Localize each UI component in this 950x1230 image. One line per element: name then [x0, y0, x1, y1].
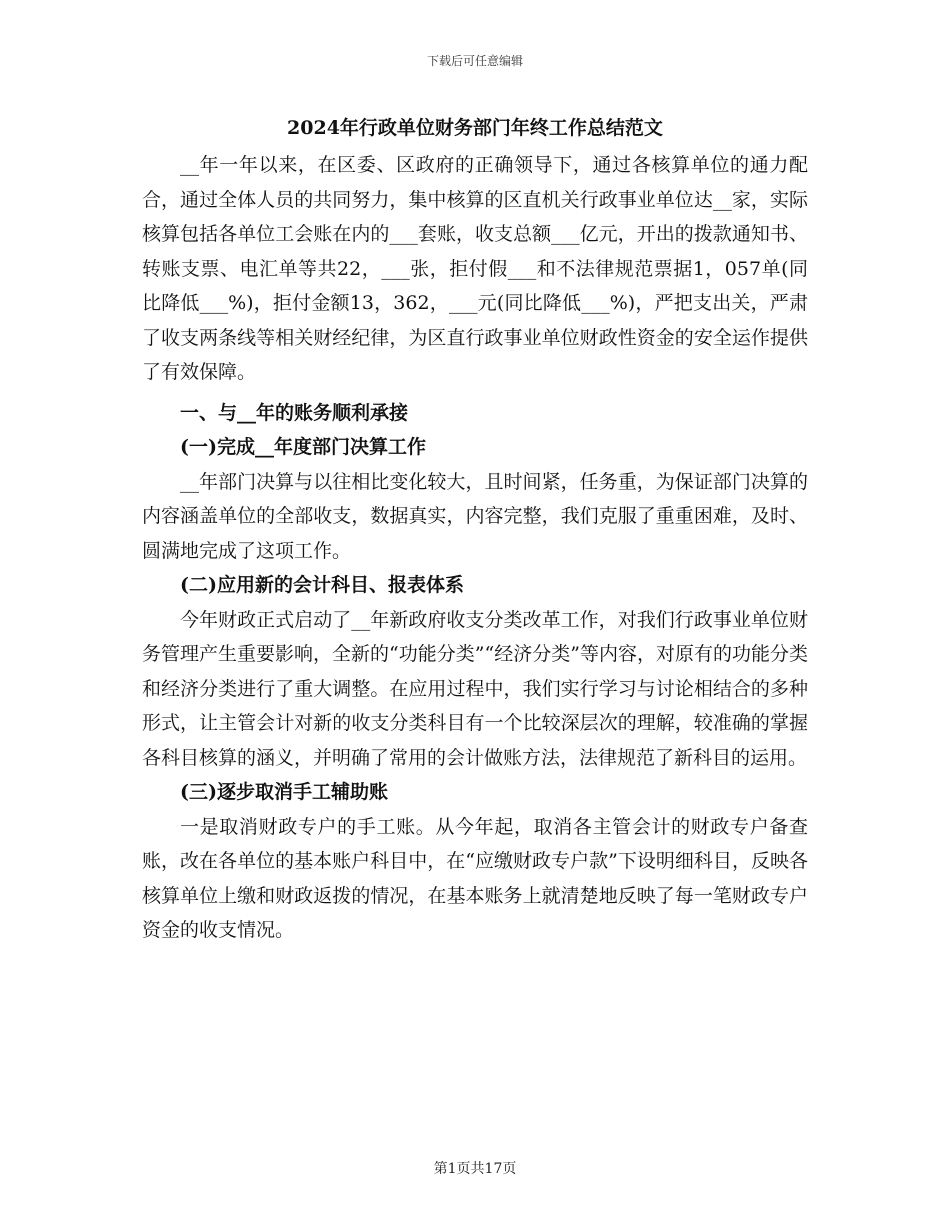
page-header-note: 下载后可任意编辑: [426, 54, 523, 68]
intro-paragraph: __年一年以来，在区委、区政府的正确领导下，通过各核算单位的通力配合，通过全体人员的共同努力，集中核算的区直机关行政事业单位达__家，实际核算包括各单位工会账在内的___套账，收支总额___亿元，开出的拨款通知书、转账支票、电汇单等共22，___张，拒付假___和不法律规范票据1，057单(同比降低___%)，拒付金额13，362，___元(同比降低___%)，严把支出关，严肃了收支两条线等相关财经纪律，为区直行政事业单位财政性资金的安全运作提供了有效保障。: [142, 154, 808, 383]
subsection-paragraph-2: 今年财政正式启动了__年新政府收支分类改革工作，对我们行政事业单位财务管理产生重要影响，全新的“功能分类”“经济分类”等内容，对原有的功能分类和经济分类进行了重大调整。在应用过程中，我们实行学习与讨论相结合的多种形式，让主管会计对新的收支分类科目有一个比较深层次的理解，较准确的掌握各科目核算的涵义，并明确了常用的会计做账方法，法律规范了新科目的运用。: [142, 608, 808, 769]
subsection-heading-1: (一)完成__年度部门决算工作: [180, 436, 426, 458]
page-number-footer: 第1页共17页: [433, 1161, 517, 1177]
section-heading-1: 一、与__年的账务顺利承接: [180, 401, 409, 424]
document-body: [142, 112, 808, 948]
subsection-heading-3: (三)逐步取消手工辅助账: [180, 781, 388, 803]
document-title: 2024年行政单位财务部门年终工作总结范文: [287, 117, 663, 139]
subsection-paragraph-1: __年部门决算与以往相比变化较大，且时间紧，任务重，为保证部门决算的内容涵盖单位的全部收支，数据真实，内容完整，我们克服了重重困难，及时、圆满地完成了这项工作。: [142, 470, 808, 562]
subsection-paragraph-3: 一是取消财政专户的手工账。从今年起，取消各主管会计的财政专户备查账，改在各单位的基本账户科目中，在“应缴财政专户款”下设明细科目，反映各核算单位上缴和财政返拨的情况，在基本账务上就清楚地反映了每一笔财政专户资金的收支情况。: [142, 815, 808, 941]
subsection-heading-2: (二)应用新的会计科目、报表体系: [180, 574, 464, 596]
